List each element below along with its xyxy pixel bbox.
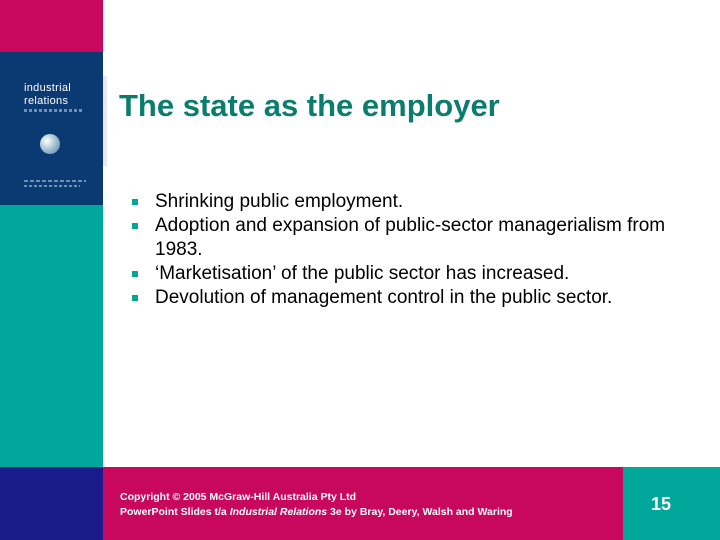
- bullet-item: [132, 190, 702, 214]
- bullet-list: [132, 190, 702, 310]
- credit-prefix: PowerPoint Slides t/a: [120, 506, 230, 518]
- credit-line: [120, 505, 615, 520]
- page-number-box: [623, 467, 720, 540]
- book-publisher-decoration: [24, 185, 80, 187]
- bullet-text: Adoption and expansion of public-sector managerialism from 1983.: [155, 215, 666, 260]
- footer-credits: [120, 490, 615, 520]
- bullet-item: [132, 262, 702, 286]
- bullet-text: ‘Marketisation’ of the public sector has increased.: [155, 263, 570, 284]
- credit-suffix: 3e by Bray, Deery, Walsh and Waring: [327, 506, 513, 518]
- title-divider: [103, 76, 107, 166]
- sidebar-bottom-block: [0, 467, 103, 540]
- bullet-marker-icon: [132, 223, 138, 229]
- bullet-marker-icon: [132, 271, 138, 277]
- book-cover-title: [24, 82, 100, 108]
- bullet-marker-icon: [132, 295, 138, 301]
- book-subtitle-decoration: [24, 109, 84, 112]
- bullet-text: Devolution of management control in the public sector.: [155, 287, 613, 308]
- copyright-text: Copyright © 2005 McGraw-Hill Australia Pty Ltd: [120, 491, 357, 503]
- footer-bar: [103, 467, 623, 540]
- book-cover-image: [0, 52, 103, 205]
- globe-icon: [40, 134, 60, 154]
- page-number: 15: [650, 494, 672, 514]
- bullet-item: [132, 214, 702, 262]
- book-title-line-2: relations: [24, 95, 69, 107]
- bullet-item: [132, 286, 702, 310]
- sidebar-middle-block: [0, 205, 103, 467]
- book-title-line-1: industrial: [24, 82, 72, 94]
- slide-title: The state as the employer: [119, 88, 500, 123]
- bullet-marker-icon: [132, 199, 138, 205]
- bullet-text: Shrinking public employment.: [155, 191, 404, 212]
- credit-book-title: Industrial Relations: [229, 506, 328, 518]
- book-authors-decoration: [24, 180, 86, 182]
